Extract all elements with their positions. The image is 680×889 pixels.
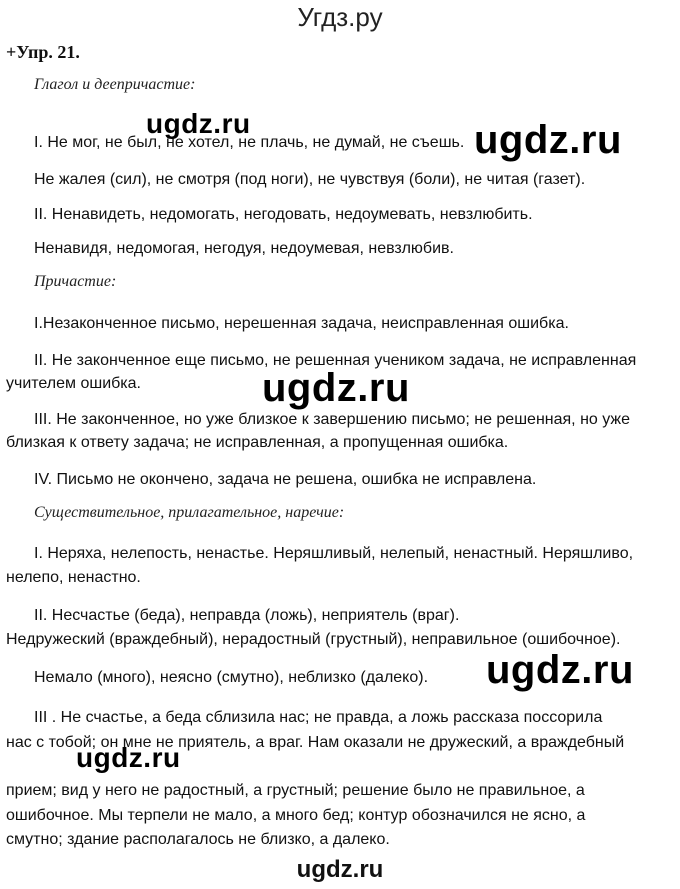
text-line: нелепо, ненастно.: [6, 569, 141, 586]
text-line: прием; вид у него не радостный, а грустный; решение было не правильное, а: [6, 782, 585, 799]
watermark: ugdz.ru: [486, 648, 634, 692]
watermark: ugdz.ru: [262, 366, 410, 410]
text-line: Не жалея (сил), не смотря (под ноги), не чувствуя (боли), не читая (газет).: [34, 171, 586, 188]
watermark-footer: ugdz.ru: [296, 856, 384, 883]
text-line: I. Не мог, не был, не хотел, не плачь, не думай, не съешь.: [34, 134, 465, 151]
watermark: ugdz.ru: [146, 108, 251, 139]
text-line: Ненавидя, недомогая, негодуя, недоумевая, невзлюбив.: [34, 240, 454, 257]
text-line: IV. Письмо не окончено, задача не решена, ошибка не исправлена.: [34, 471, 537, 488]
text-line: Недружеский (враждебный), нерадостный (грустный), неправильное (ошибочное).: [6, 631, 621, 648]
site-header: Угдз.ру: [297, 2, 383, 32]
text-line: ошибочное. Мы терпели не мало, а много бед; контур обозначился не ясно, а: [6, 807, 586, 824]
text-line: нас с тобой; он мне не приятель, а враг. Нам оказали не дружеский, а враждебный: [6, 734, 625, 751]
section-heading-participle: Причастие:: [34, 273, 117, 290]
text-line: II. Несчастье (беда), неправда (ложь), неприятель (враг).: [34, 607, 460, 624]
text-line: I. Неряха, нелепость, ненастье. Неряшливый, нелепый, ненастный. Неряшливо,: [34, 545, 634, 562]
text-line: I.Незаконченное письмо, нерешенная задача, неисправленная ошибка.: [34, 315, 569, 332]
text-line: III. Не законченное, но уже близкое к завершению письмо; не решенная, но уже: [34, 411, 631, 428]
section-heading-noun: Существительное, прилагательное, наречие:: [34, 504, 345, 521]
text-line: смутно; здание располагалось не близко, а далеко.: [6, 831, 390, 848]
text-line: Немало (много), неясно (смутно), неблизко (далеко).: [34, 669, 429, 686]
text-line: учителем ошибка.: [6, 375, 141, 392]
text-line: II. Не законченное еще письмо, не решенная учеником задача, не исправленная: [34, 352, 637, 369]
watermark: ugdz.ru: [76, 742, 181, 773]
section-heading-verb: Глагол и деепричастие:: [34, 76, 196, 93]
text-line: близкая к ответу задача; не исправленная, а пропущенная ошибка.: [6, 434, 509, 451]
exercise-title: +Упр. 21.: [6, 42, 80, 62]
text-line: II. Ненавидеть, недомогать, негодовать, недоумевать, невзлюбить.: [34, 206, 533, 223]
text-line: III . Не счастье, а беда сблизила нас; не правда, а ложь рассказа поссорила: [34, 709, 603, 726]
watermark: ugdz.ru: [474, 118, 622, 162]
